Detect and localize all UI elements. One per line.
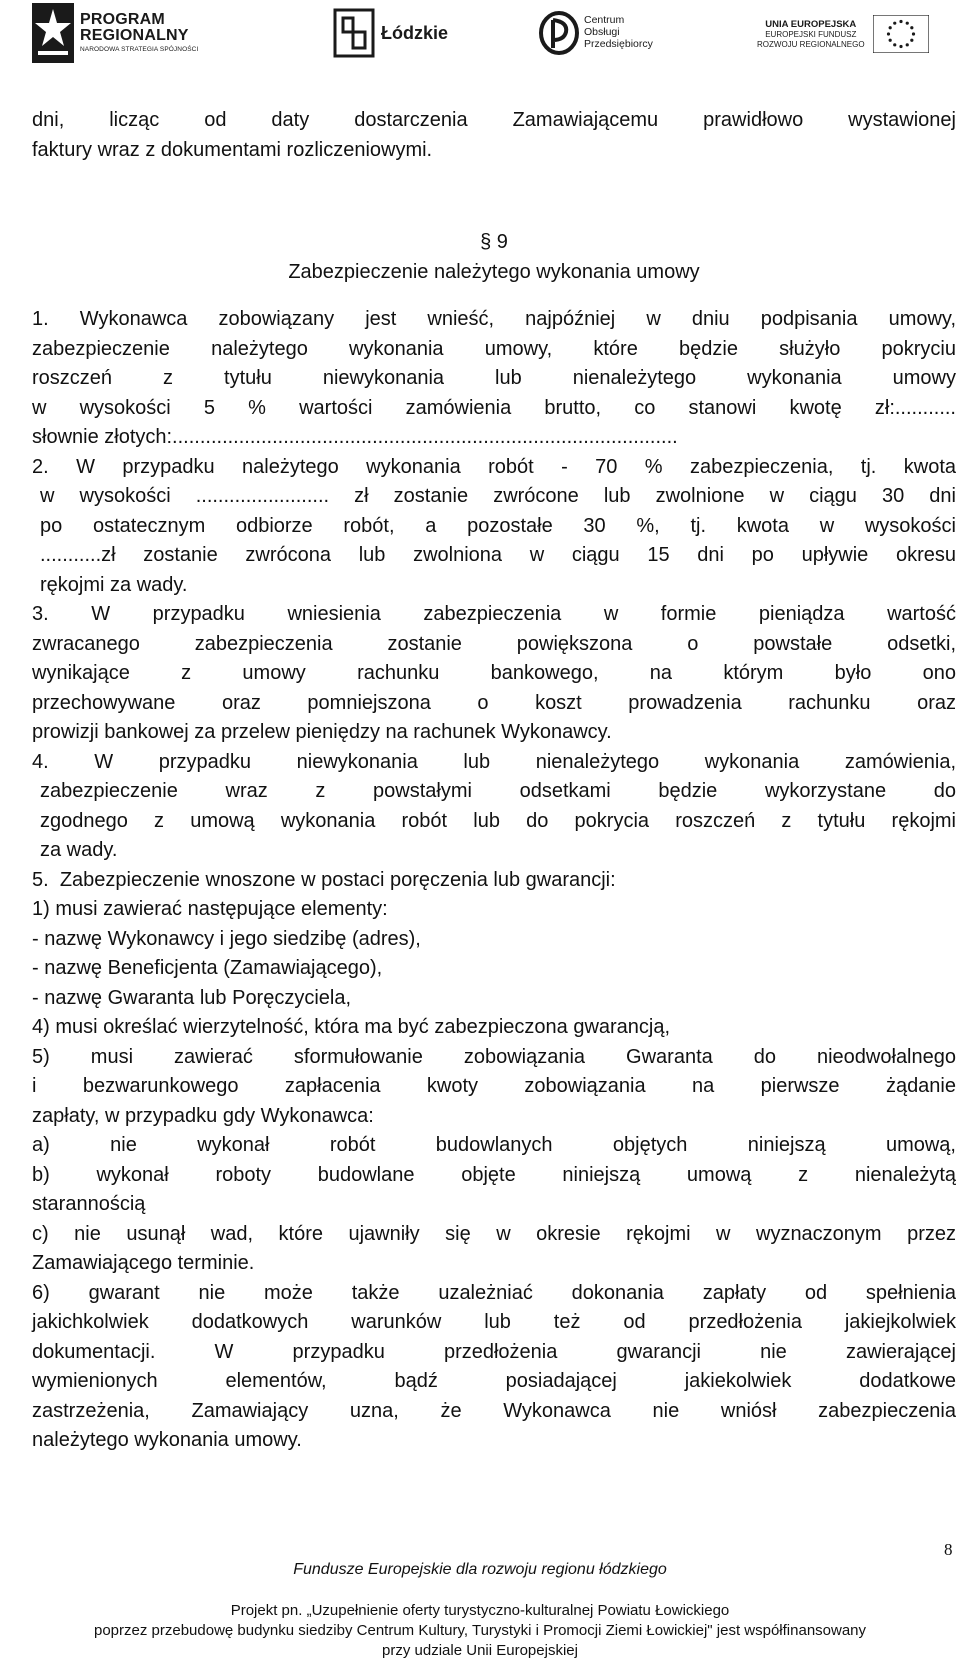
- point-text: Zabezpieczenie wnoszone w postaci poręczenia lub gwarancji:: [59, 868, 616, 891]
- point-text: przechowywane oraz pomniejszona o koszt prowadzenia rachunku oraz: [32, 691, 956, 714]
- point-text: prowizji bankowej za przelew pieniędzy na rachunek Wykonawcy.: [32, 721, 612, 743]
- point-text: za wady.: [40, 839, 118, 861]
- lodzkie-logo: [333, 8, 448, 58]
- point-text: W przypadku należytego wykonania robót - 70 % zabezpieczenia, tj. kwota: [76, 455, 956, 478]
- point-text: należytego wykonania umowy.: [32, 1429, 302, 1451]
- eu-star-icon: [888, 39, 891, 42]
- eu-star-icon: [910, 26, 913, 29]
- cop-logo-line3: Przedsiębiorcy: [584, 37, 653, 50]
- page-number: 8: [944, 1540, 953, 1559]
- point-text: rękojmi za wady.: [40, 573, 188, 596]
- eu-star-icon: [911, 32, 914, 35]
- point-text: starannością: [32, 1193, 146, 1215]
- eu-star-icon: [899, 45, 902, 48]
- eu-logo: [757, 14, 929, 54]
- point-1: [32, 305, 956, 453]
- point-text: po ostatecznym odbiorze robót, a pozostałe 30 %, tj. kwota w wysokości: [40, 514, 956, 537]
- point-text: - nazwę Beneficjenta (Zamawiającego),: [32, 957, 383, 979]
- program-logo-line2: REGIONALNY: [80, 27, 189, 45]
- footer-project-info: [0, 1601, 960, 1661]
- point-text: zapłaty, w przypadku gdy Wykonawca:: [32, 1104, 374, 1127]
- point-4: [32, 748, 956, 866]
- eu-star-icon: [893, 22, 896, 25]
- program-regionalny-star-icon: [32, 3, 74, 63]
- point-text: c) nie usunął wad, które ujawniły się w okresie rękojmi w wyznaczonym przez: [32, 1222, 956, 1245]
- point-number: 4.: [32, 750, 49, 773]
- section-title: Zabezpieczenie należytego wykonania umowy: [288, 260, 700, 283]
- document-body: [32, 106, 956, 1456]
- cop-logo-line2: Obsługi: [584, 26, 620, 39]
- point-text: zgodnego z umową wykonania robót lub do pokrycia roszczeń z tytułu rękojmi: [40, 809, 956, 832]
- point-text: zastrzeżenia, Zamawiający uzna, że Wykonawca nie wniósł zabezpieczenia: [32, 1399, 956, 1422]
- point-text: 6) gwarant nie może także uzależniać dokonania zapłaty od spełnienia: [32, 1281, 956, 1304]
- lodzkie-emblem-icon: [333, 8, 375, 58]
- point-3: [32, 600, 956, 748]
- point-text: zabezpieczenie należytego wykonania umowy, które będzie służyło pokryciu: [32, 337, 956, 360]
- eu-flag-icon: [873, 15, 929, 53]
- point-number: 1.: [32, 308, 49, 330]
- eu-star-icon: [905, 43, 908, 46]
- point-text: 5) musi zawierać sformułowanie zobowiązania Gwaranta do nieodwołalnego: [32, 1045, 956, 1068]
- eu-logo-line2: EUROPEJSKI FUNDUSZ: [765, 30, 857, 40]
- eu-logo-line1: UNIA EUROPEJSKA: [765, 18, 857, 30]
- point-text: zabezpieczenie wraz z powstałymi odsetkami będzie wykorzystane do: [40, 780, 956, 802]
- point-text: Wykonawca zobowiązany jest wnieść, najpóźniej w dniu podpisania umowy,: [79, 308, 956, 330]
- point-text: wymienionych elementów, bądź posiadającej jakiekolwiek dodatkowe: [32, 1370, 956, 1392]
- program-regionalny-logo: [32, 2, 198, 64]
- point-text: w wysokości 5 % wartości zamówienia brutto, co stanowi kwotę zł:...........: [32, 396, 956, 419]
- point-text: Zamawiającego terminie.: [32, 1252, 255, 1274]
- point-text: w wysokości ........................ zł zostanie zwrócone lub zwolnione w ciągu 30 dni: [40, 485, 956, 507]
- point-2: [32, 453, 956, 601]
- point-text: - nazwę Wykonawcy i jego siedzibę (adres),: [32, 927, 421, 950]
- eu-star-icon: [910, 39, 913, 42]
- footer-project-line: poprzez przebudowę budynku siedziby Centrum Kultury, Turystyki i Promocji Ziemi Łowickiej" jest współfinansowany: [93, 1622, 867, 1639]
- lodzkie-logo-text: Łódzkie: [381, 22, 449, 43]
- point-number: 3.: [32, 603, 49, 625]
- point-text: zwracanego zabezpieczenia zostanie powiększona o powstałe odsetki,: [32, 632, 956, 655]
- section-number: § 9: [480, 231, 508, 253]
- eu-star-icon: [899, 20, 902, 23]
- point-5: [32, 866, 956, 1456]
- point-text: i bezwarunkowego zapłacenia kwoty zobowiązania na pierwsze żądanie: [32, 1075, 956, 1097]
- eu-star-icon: [888, 26, 891, 29]
- point-number: 2.: [32, 455, 49, 478]
- point-text: a) nie wykonał robót budowlanych objętych niniejszą umową,: [32, 1134, 956, 1156]
- point-text: 4) musi określać wierzytelność, która ma być zabezpieczona gwarancją,: [32, 1016, 671, 1038]
- cop-logo: [538, 10, 653, 56]
- footer-fund-line: Fundusze Europejskie dla rozwoju regionu łódzkiego: [293, 1561, 667, 1578]
- cop-logo-line1: Centrum: [584, 14, 625, 27]
- footer-project-line: przy udziale Unii Europejskiej: [382, 1642, 578, 1659]
- eu-star-icon: [905, 22, 908, 25]
- point-text: słownie złotych:...........................................................................................: [32, 426, 678, 448]
- point-number: 5.: [32, 868, 49, 891]
- program-logo-line1: PROGRAM: [80, 11, 165, 29]
- program-logo-line3: NARODOWA STRATEGIA SPÓJNOŚCI: [80, 46, 199, 54]
- point-text: jakichkolwiek dodatkowych warunków lub też od przedłożenia jakiejkolwiek: [32, 1311, 956, 1333]
- point-text: W przypadku niewykonania lub nienależytego wykonania zamówienia,: [94, 750, 957, 773]
- point-text: b) wykonał roboty budowlane objęte niniejszą umową z nienależytą: [32, 1163, 956, 1186]
- footer-project-line: Projekt pn. „Uzupełnienie oferty turystyczno-kulturalnej Powiatu Łowickiego: [230, 1602, 730, 1619]
- point-text: - nazwę Gwaranta lub Poręczyciela,: [32, 986, 352, 1009]
- intro-line: dni, licząc od daty dostarczenia Zamawiającemu prawidłowo wystawionej: [32, 109, 956, 131]
- intro-line: faktury wraz z dokumentami rozliczeniowymi.: [32, 138, 433, 161]
- header-logos: [0, 0, 960, 66]
- point-text: dokumentacji. W przypadku przedłożenia gwarancji nie zawierającej: [32, 1340, 956, 1363]
- eu-star-icon: [886, 32, 889, 35]
- point-text: roszczeń z tytułu niewykonania lub nienależytego wykonania umowy: [32, 367, 956, 389]
- point-text: 1) musi zawierać następujące elementy:: [32, 898, 388, 920]
- point-text: W przypadku wniesienia zabezpieczenia w formie pieniądza wartość: [91, 603, 956, 625]
- eu-logo-line3: ROZWOJU REGIONALNEGO: [757, 39, 865, 49]
- cop-emblem-icon: [538, 10, 580, 56]
- point-text: wynikające z umowy rachunku bankowego, na którym było ono: [32, 662, 956, 684]
- eu-star-icon: [893, 43, 896, 46]
- point-text: ...........zł zostanie zwrócona lub zwolniona w ciągu 15 dni po upływie okresu: [40, 544, 956, 566]
